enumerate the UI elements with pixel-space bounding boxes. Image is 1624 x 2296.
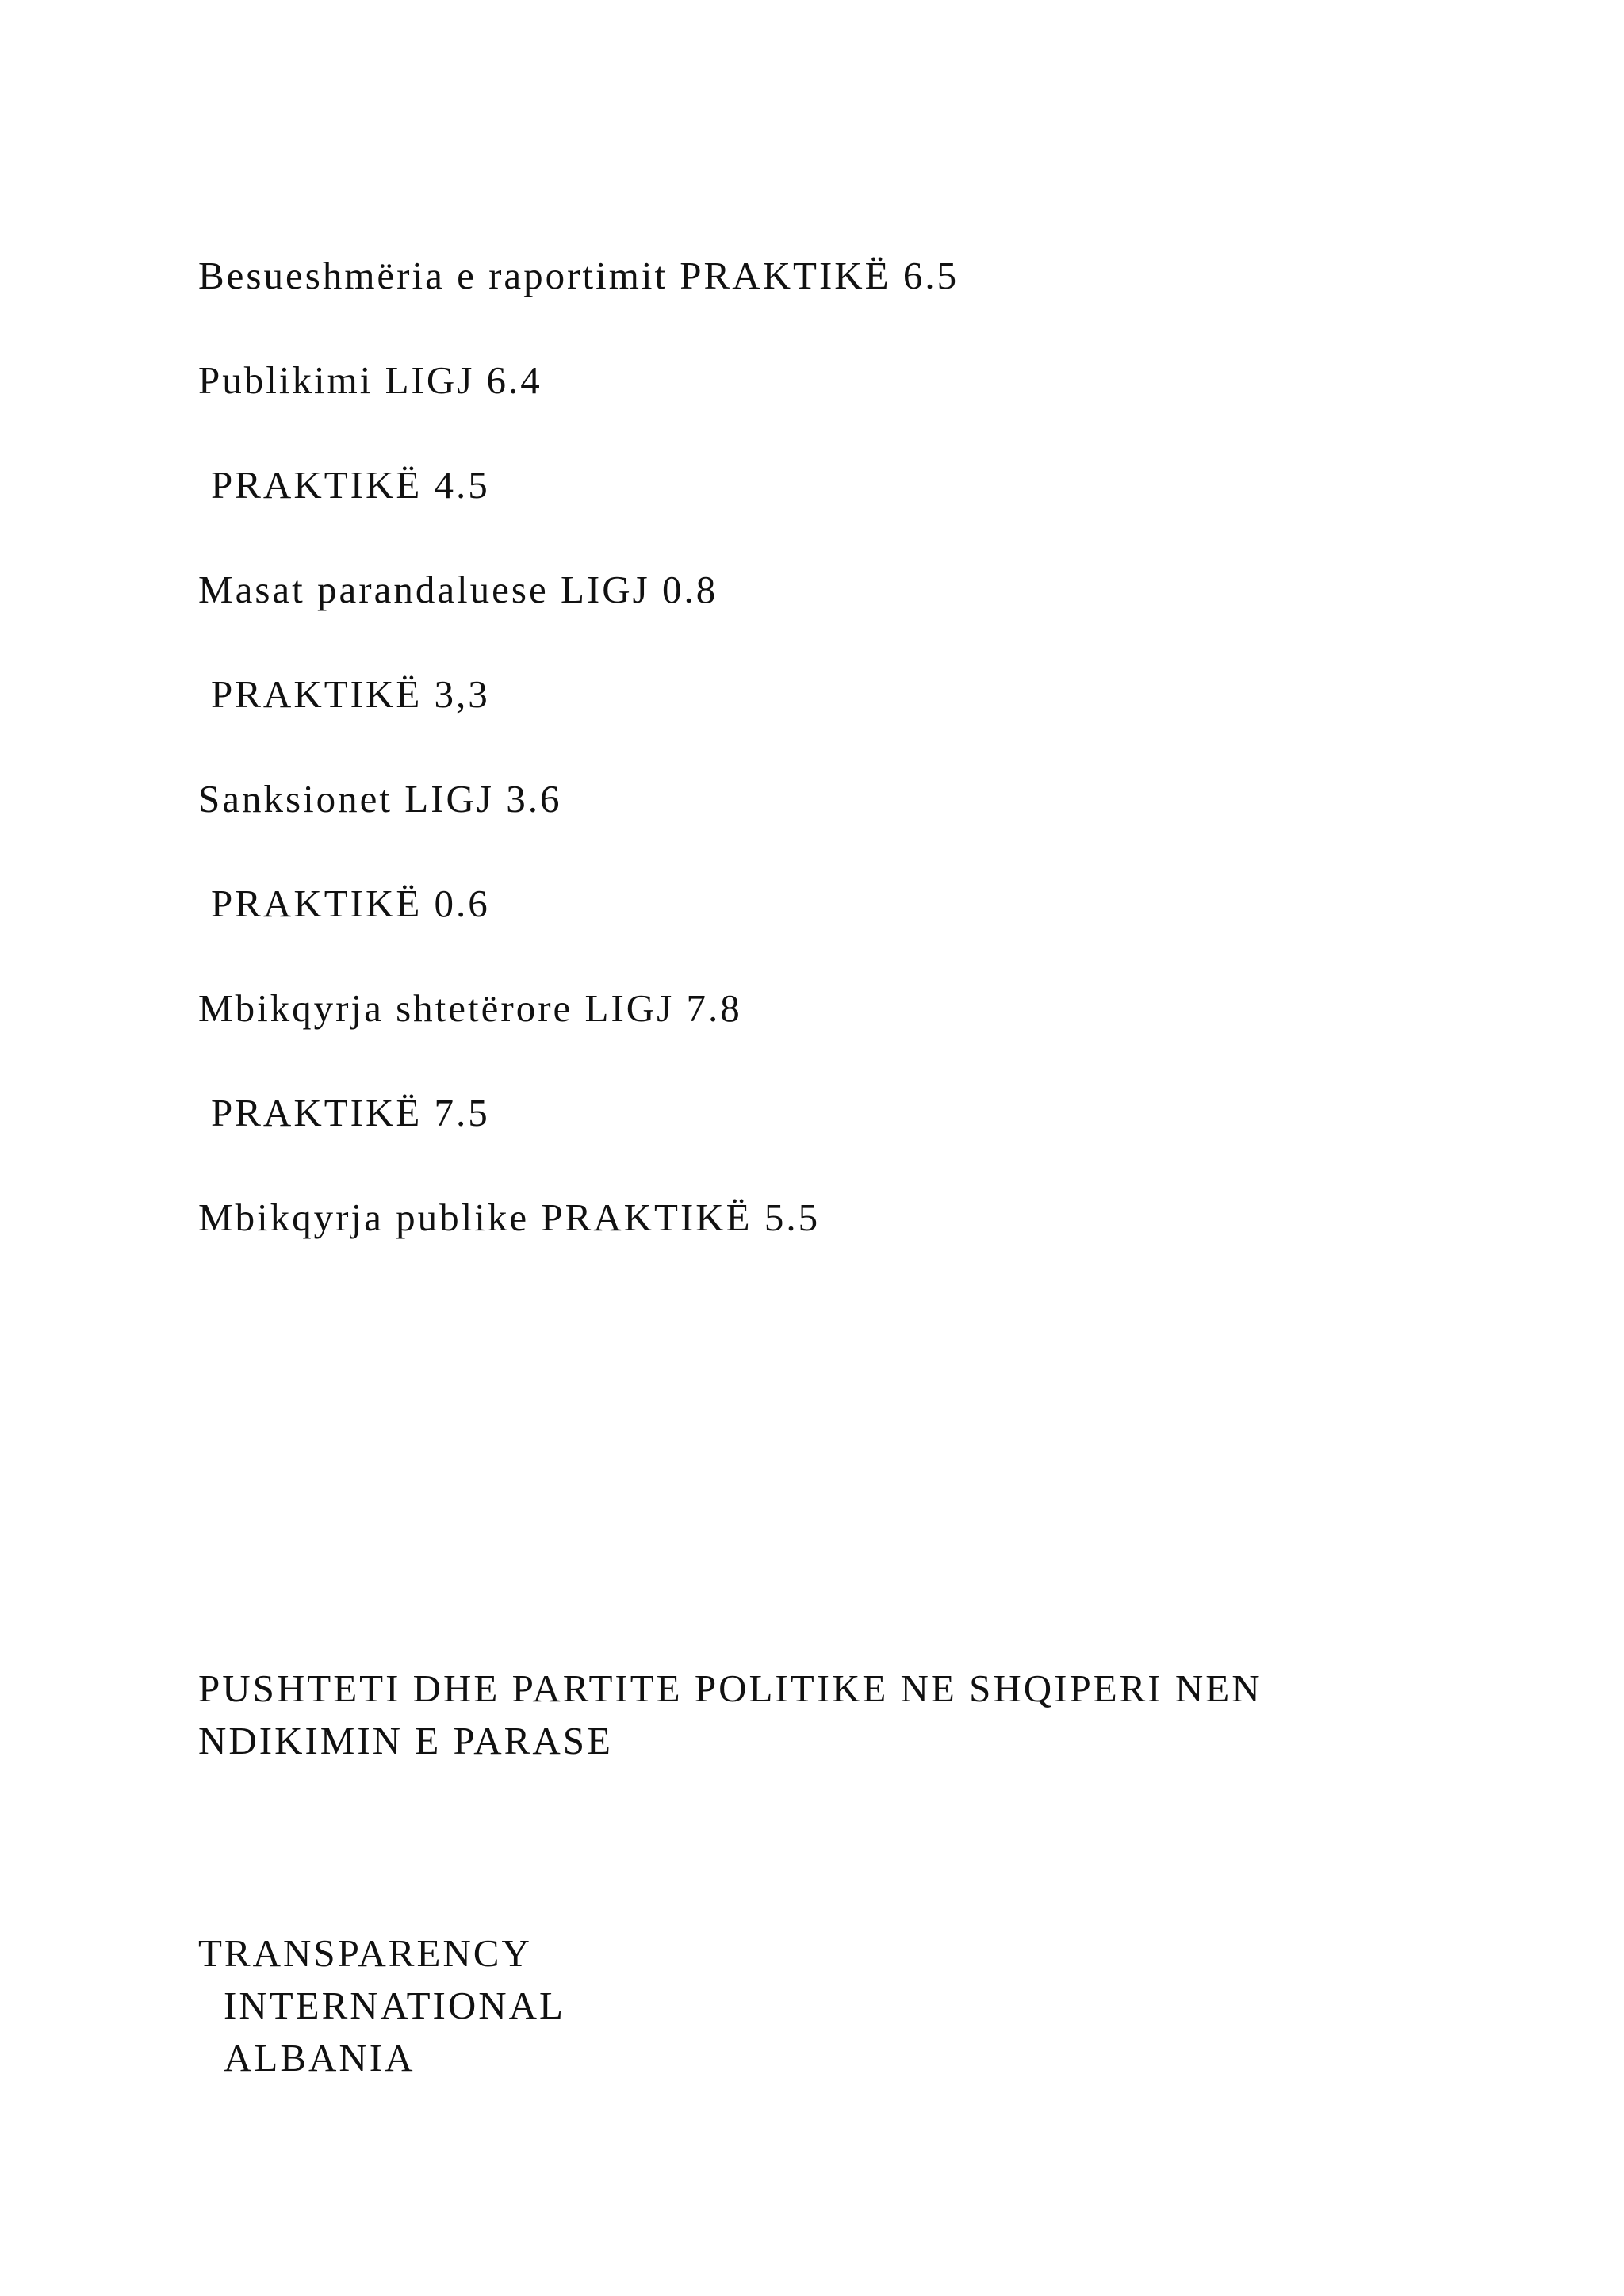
row-publication-law: Publikimi LIGJ 6.4 (198, 358, 542, 402)
row-state-oversight-practice: PRAKTIKË 7.5 (211, 1091, 490, 1135)
organization-name-line-2: INTERNATIONAL (224, 1984, 565, 2027)
row-state-oversight-law: Mbikqyrja shtetërore LIGJ 7.8 (198, 986, 742, 1030)
row-reporting-reliability-practice: Besueshmëria e raportimit PRAKTIKË 6.5 (198, 254, 959, 297)
row-publication-practice: PRAKTIKË 4.5 (211, 463, 490, 507)
organization-name-line-1: TRANSPARENCY (198, 1931, 532, 1975)
row-sanctions-practice: PRAKTIKË 0.6 (211, 882, 490, 925)
row-preventive-measures-practice: PRAKTIKË 3,3 (211, 672, 490, 716)
report-title-line-2: NDIKIMIN E PARASE (198, 1719, 613, 1762)
row-preventive-measures-law: Masat parandaluese LIGJ 0.8 (198, 568, 718, 611)
report-title-line-1: PUSHTETI DHE PARTITE POLITIKE NE SHQIPERI NEN (198, 1667, 1262, 1710)
organization-name-line-3: ALBANIA (224, 2036, 416, 2080)
row-sanctions-law: Sanksionet LIGJ 3.6 (198, 777, 562, 821)
row-public-oversight-practice: Mbikqyrja publike PRAKTIKË 5.5 (198, 1196, 821, 1239)
